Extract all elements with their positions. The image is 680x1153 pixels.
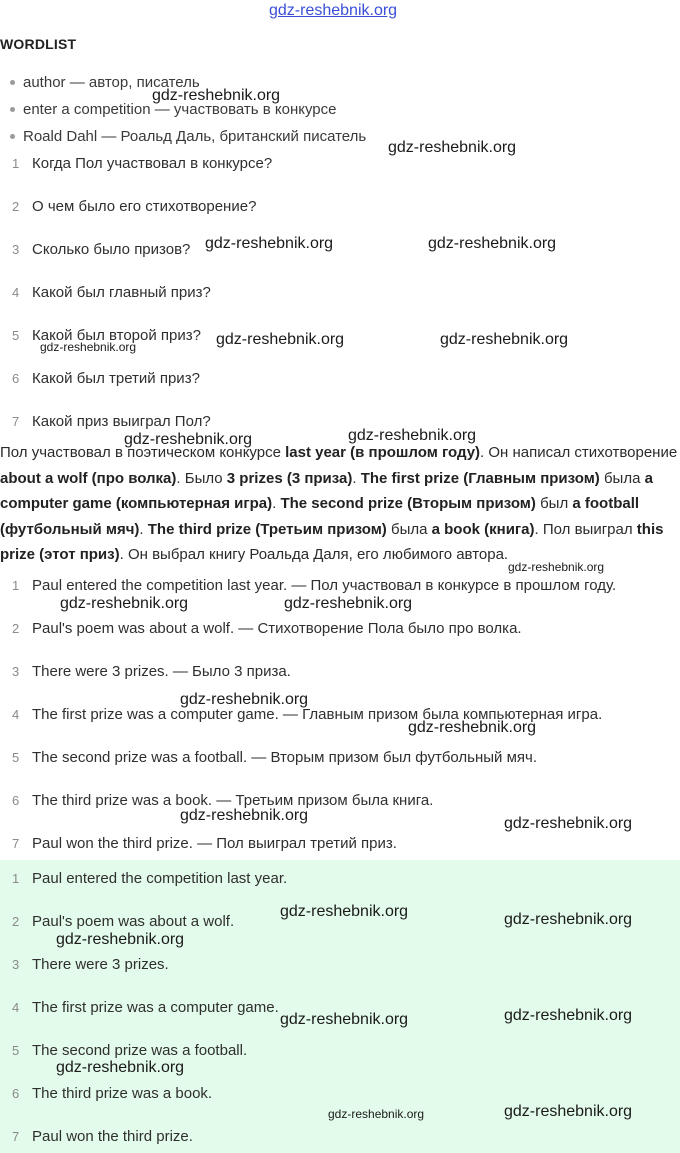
wordlist-item: Roald Dahl — Роальд Даль, британский писатель bbox=[10, 128, 366, 145]
translation-item: 5 The second prize was a football. — Вторым призом был футбольный мяч. bbox=[12, 749, 538, 766]
question-item: 5 Какой был второй приз? bbox=[12, 327, 201, 344]
watermark: gdz-reshebnik.org bbox=[216, 331, 345, 348]
bullet-icon bbox=[10, 134, 15, 139]
watermark: gdz-reshebnik.org bbox=[124, 431, 253, 448]
question-item: 7 Какой приз выиграл Пол? bbox=[12, 413, 211, 430]
bullet-icon bbox=[10, 107, 15, 112]
watermark: gdz-reshebnik.org bbox=[56, 931, 185, 948]
translation-item: 3 There were 3 prizes. — Было 3 приза. bbox=[12, 663, 291, 680]
watermark: gdz-reshebnik.org bbox=[280, 1011, 409, 1028]
watermark: gdz-reshebnik.org bbox=[388, 139, 517, 156]
watermark: gdz-reshebnik.org bbox=[284, 595, 413, 612]
translation-item: 1 Paul entered the competition last year. — Пол участвовал в конкурсе в прошлом году. bbox=[12, 577, 617, 594]
watermark: gdz-reshebnik.org bbox=[180, 807, 309, 824]
watermark: gdz-reshebnik.org bbox=[60, 595, 189, 612]
watermark: gdz-reshebnik.org bbox=[180, 691, 309, 708]
summary-paragraph: Пол участвовал в поэтическом конкурсе last year (в прошлом году). Он написал стихотворение about a wolf (про волка). Было 3 prizes (3 приза). The first prize (Главным призом) была a computer game (компьютерная игра). The second prize (Вторым призом) был a football (футбольный мяч). The third prize (Третьим призом) была a book (книга). Пол выиграл this prize (этот приз). Он выбрал книгу Роальда Даля, его любимого автора. bbox=[0, 444, 678, 563]
wordlist-item: enter a competition — участвовать в конкурсе bbox=[10, 101, 336, 118]
watermark: gdz-reshebnik.org bbox=[56, 1059, 185, 1076]
question-item: 2 О чем было его стихотворение? bbox=[12, 198, 257, 215]
watermark: gdz-reshebnik.org bbox=[40, 340, 137, 354]
question-item: 3 Сколько было призов? bbox=[12, 241, 191, 258]
answer-item: 7 Paul won the third prize. bbox=[12, 1128, 193, 1145]
watermark-link[interactable]: gdz-reshebnik.org bbox=[269, 2, 398, 19]
watermark: gdz-reshebnik.org bbox=[504, 1103, 633, 1120]
watermark: gdz-reshebnik.org bbox=[280, 903, 409, 920]
watermark: gdz-reshebnik.org bbox=[328, 1107, 425, 1121]
watermark: gdz-reshebnik.org bbox=[205, 235, 334, 252]
watermark: gdz-reshebnik.org bbox=[504, 1007, 633, 1024]
watermark: gdz-reshebnik.org bbox=[428, 235, 557, 252]
question-item: 6 Какой был третий приз? bbox=[12, 370, 200, 387]
watermark: gdz-reshebnik.org bbox=[408, 719, 537, 736]
watermark: gdz-reshebnik.org bbox=[504, 911, 633, 928]
watermark: gdz-reshebnik.org bbox=[152, 87, 281, 104]
answer-item: 4 The first prize was a computer game. bbox=[12, 999, 279, 1016]
watermark: gdz-reshebnik.org bbox=[504, 815, 633, 832]
question-item: 1 Когда Пол участвовал в конкурсе? bbox=[12, 155, 273, 172]
translation-item: 7 Paul won the third prize. — Пол выиграл третий приз. bbox=[12, 835, 397, 852]
question-item: 4 Какой был главный приз? bbox=[12, 284, 211, 301]
wordlist-item: author — автор, писатель bbox=[10, 74, 200, 91]
translation-item: 4 The first prize was a computer game. — Главным призом была компьютерная игра. bbox=[12, 706, 603, 723]
answer-item: 6 The third prize was a book. bbox=[12, 1085, 213, 1102]
answer-item: 5 The second prize was a football. bbox=[12, 1042, 248, 1059]
translation-item: 6 The third prize was a book. — Третьим призом была книга. bbox=[12, 792, 434, 809]
watermark: gdz-reshebnik.org bbox=[348, 427, 477, 444]
answer-item: 1 Paul entered the competition last year. bbox=[12, 870, 288, 887]
watermark: gdz-reshebnik.org bbox=[440, 331, 569, 348]
bullet-icon bbox=[10, 80, 15, 85]
watermark: gdz-reshebnik.org bbox=[508, 560, 605, 574]
translation-item: 2 Paul's poem was about a wolf. — Стихотворение Пола было про волка. bbox=[12, 620, 522, 637]
answer-item: 2 Paul's poem was about a wolf. bbox=[12, 913, 235, 930]
wordlist-heading: WORDLIST bbox=[0, 36, 77, 52]
answer-item: 3 There were 3 prizes. bbox=[12, 956, 169, 973]
